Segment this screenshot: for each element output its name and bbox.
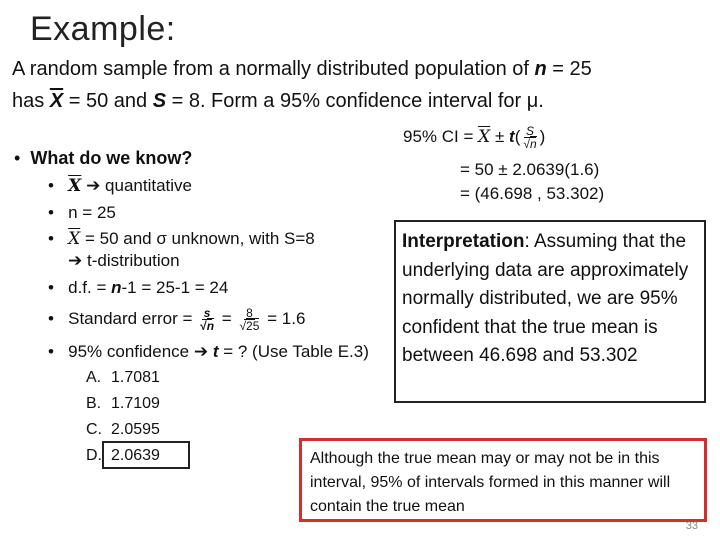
know-item-2: • n = 25 <box>48 203 116 222</box>
intro-line-1: A random sample from a normally distributed population of n = 25 <box>12 58 592 80</box>
ci-formula: 95% CI = $\overline{X} \pm t$( $\frac{S}{√n}$ ) <box>403 124 546 151</box>
right-arrow-icon: ➔ <box>193 342 209 361</box>
option-a: A. 1.7081 <box>86 369 160 386</box>
know-item-3b: ➔ t-distribution <box>68 251 180 270</box>
option-d: D. 2.0639 <box>86 447 160 464</box>
know-heading: • What do we know? <box>14 148 193 168</box>
know-item-5: • Standard error = $\frac{s}{√n}$ = $\frac{8}{√25}$ = 1.6 <box>48 306 306 334</box>
page-number: 33 <box>685 520 698 532</box>
know-item-1: • $\overline{X}$ ➔ quantitative <box>48 176 192 196</box>
answer-highlight-box <box>102 441 190 469</box>
know-item-4: • d.f. = n-1 = 25-1 = 24 <box>48 278 229 297</box>
right-arrow-icon: ➔ <box>68 251 83 270</box>
note-box: Although the true mean may or may not be in this interval, 95% of intervals formed in this manner will contain the true mean <box>299 438 707 522</box>
option-c: C. 2.0595 <box>86 421 160 438</box>
ci-calc-line: = 50 ± 2.0639(1.6) <box>460 160 600 179</box>
option-b: B. 1.7109 <box>86 395 160 412</box>
know-item-3: • $\overline{X} = 50$ and σ unknown, with S=8 <box>48 229 315 249</box>
right-arrow-icon: ➔ <box>86 176 101 195</box>
slide-title: Example: <box>30 10 176 48</box>
interpretation-box: Interpretation: Assuming that the underlying data are approximately normally distributed, we are 95% confident that the true mean is between 46.698 and 53.302 <box>394 220 706 403</box>
xbar-symbol: $\overline{X}$ <box>49 90 64 112</box>
know-item-6: • 95% confidence ➔ t = ? (Use Table E.3) <box>48 342 369 361</box>
intro-line-2: has $\overline{X} = 50$ and S = 8. Form a 95% confidence interval for μ. <box>12 90 544 112</box>
ci-result-line: = (46.698 , 53.302) <box>460 184 605 203</box>
